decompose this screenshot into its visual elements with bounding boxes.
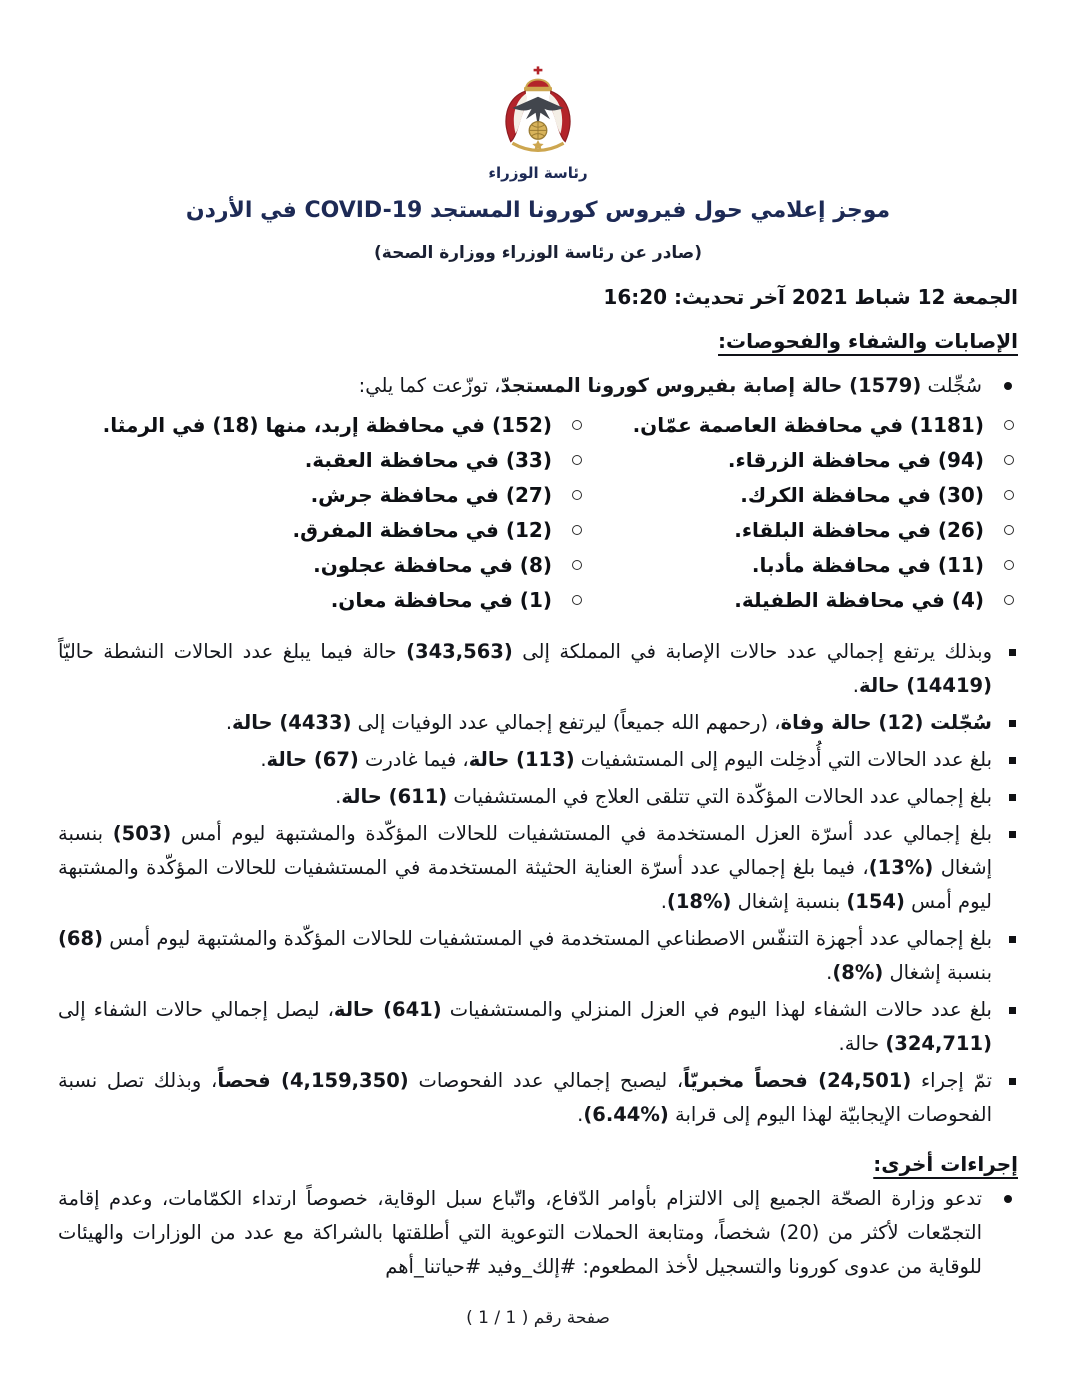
list-item <box>58 514 586 549</box>
stat-bullet-row <box>58 743 1018 777</box>
governorates-list <box>58 409 1018 619</box>
stat-text: بلغ إجمالي عدد أسرّة العزل المستخدمة في المستشفيات للحالات المؤكّدة والمشتبهة ليوم أمس (503) بنسبة إشغال (%13)، فيما بلغ إجمالي عدد أسرّة العناية الحثيثة المستخدمة في المستشفيات للحالات المؤكّدة والمشتبهة ليوم أمس (154) بنسبة إشغال (%18). <box>58 822 993 913</box>
gov-text: (12) في محافظة المفرق. <box>292 518 552 542</box>
dot-bullet-icon <box>1004 1195 1012 1203</box>
procedures-bullet-row <box>58 1182 1018 1284</box>
jordan-coat-of-arms-icon <box>490 66 586 158</box>
stat-bullet-row <box>58 1064 1018 1132</box>
circle-bullet-icon <box>572 490 582 500</box>
intro-bullet-row <box>58 369 1018 403</box>
stat-text: بلغ إجمالي عدد أجهزة التنفّس الاصطناعي المستخدمة في المستشفيات للحالات المؤكّدة والمشتبهة ليوم أمس (68) بنسبة إشغال (%8). <box>58 927 992 984</box>
stat-bullet-row <box>58 993 1018 1061</box>
date-line: الجمعة 12 شباط 2021 آخر تحديث: 16:20 <box>603 285 1018 309</box>
gov-text: (33) في محافظة العقبة. <box>304 448 552 472</box>
section-heading-cases: الإصابات والشفاء والفحوصات: <box>718 329 1018 353</box>
square-bullet-icon <box>1009 831 1016 838</box>
list-item <box>586 514 1018 549</box>
page-title: موجز إعلامي حول فيروس كورونا المستجد COVID-19 في الأردن <box>185 198 891 223</box>
list-item <box>586 479 1018 514</box>
square-bullet-icon <box>1009 936 1016 943</box>
gov-text: (1) في محافظة معان. <box>330 588 552 612</box>
governorates-column-left <box>58 409 586 619</box>
emblem-caption: رئاسة الوزراء <box>488 164 588 182</box>
circle-bullet-icon <box>1004 455 1014 465</box>
gov-text: (8) في محافظة عجلون. <box>313 553 552 577</box>
stat-text: وبذلك يرتفع إجمالي عدد حالات الإصابة في المملكة إلى (343,563) حالة فيما يبلغ عدد الحالات النشطة حاليّاً (14419) حالة. <box>58 640 992 697</box>
gov-text: (1181) في محافظة العاصمة عمّان. <box>632 413 984 437</box>
list-item <box>586 444 1018 479</box>
stat-bullet-row <box>58 780 1018 814</box>
square-bullet-icon <box>1009 649 1016 656</box>
stat-text: سُجّلت (12) حالة وفاة، (رحمهم الله جميعاً) ليرتفع إجمالي عدد الوفيات إلى (4433) حالة. <box>225 711 992 734</box>
gov-text: (30) في محافظة الكرك. <box>740 483 984 507</box>
circle-bullet-icon <box>572 560 582 570</box>
header-emblem-area <box>58 0 1018 182</box>
list-item <box>586 584 1018 619</box>
procedures-text: تدعو وزارة الصحّة الجميع إلى الالتزام بأوامر الدّفاع، واتّباع سبل الوقاية، خصوصاً ارتداء الكمّامات، وعدم إقامة التجمّعات لأكثر من (20) شخصاً، ومتابعة الحملات التوعوية التي أطلقتها بالشراكة مع عدد من الوزارات والهيئات للوقاية من عدوى كورونا والتسجيل لأخذ المطعوم: #إلك_وفيد #حياتنا_أهم <box>58 1187 982 1278</box>
governorates-column-right <box>586 409 1018 619</box>
circle-bullet-icon <box>572 595 582 605</box>
page-subtitle: (صادر عن رئاسة الوزراء ووزارة الصحة) <box>374 243 702 263</box>
page-footer: صفحة رقم ( 1 / 1 ) <box>466 1308 610 1328</box>
list-item <box>586 549 1018 584</box>
gov-text: (27) في محافظة جرش. <box>310 483 552 507</box>
circle-bullet-icon <box>572 420 582 430</box>
list-item <box>58 584 586 619</box>
stat-bullet-row <box>58 635 1018 703</box>
circle-bullet-icon <box>1004 525 1014 535</box>
stat-bullet-row <box>58 706 1018 740</box>
gov-text: (4) في محافظة الطفيلة. <box>734 588 984 612</box>
gov-text: (11) في محافظة مأدبا. <box>751 553 984 577</box>
gov-text: (94) في محافظة الزرقاء. <box>727 448 984 472</box>
square-bullet-icon <box>1009 794 1016 801</box>
square-bullet-icon <box>1009 720 1016 727</box>
gov-text: (26) في محافظة البلقاء. <box>734 518 984 542</box>
list-item <box>58 409 586 444</box>
dot-bullet-icon <box>1004 382 1012 390</box>
circle-bullet-icon <box>1004 560 1014 570</box>
stat-text: تمّ إجراء (24,501) فحصاً مخبريّاً، ليصبح إجمالي عدد الفحوصات (4,159,350) فحصاً، وبذلك تصل نسبة الفحوصات الإيجابيّة لهذا اليوم إلى قرابة (%6.44). <box>58 1069 993 1126</box>
square-bullet-icon <box>1009 757 1016 764</box>
gov-text: (152) في محافظة إربد، منها (18) في الرمثا. <box>102 413 552 437</box>
circle-bullet-icon <box>1004 490 1014 500</box>
list-item <box>58 479 586 514</box>
stat-text: بلغ عدد حالات الشفاء لهذا اليوم في العزل المنزلي والمستشفيات (641) حالة، ليصل إجمالي حالات الشفاء إلى (324,711) حالة. <box>58 998 992 1055</box>
circle-bullet-icon <box>572 455 582 465</box>
square-bullet-icon <box>1009 1007 1016 1014</box>
stat-text: بلغ عدد الحالات التي أُدخِلت اليوم إلى المستشفيات (113) حالة، فيما غادرت (67) حالة. <box>260 748 992 771</box>
circle-bullet-icon <box>572 525 582 535</box>
intro-text: سُجِّلت (1579) حالة إصابة بفيروس كورونا المستجدّ، توزّعت كما يلي: <box>358 374 982 397</box>
circle-bullet-icon <box>1004 420 1014 430</box>
section-heading-procedures: إجراءات أخرى: <box>873 1152 1018 1176</box>
statistics-list <box>58 635 1018 1132</box>
stat-bullet-row <box>58 922 1018 990</box>
list-item <box>586 409 1018 444</box>
circle-bullet-icon <box>1004 595 1014 605</box>
square-bullet-icon <box>1009 1078 1016 1085</box>
stat-bullet-row <box>58 817 1018 919</box>
list-item <box>58 444 586 479</box>
list-item <box>58 549 586 584</box>
stat-text: بلغ إجمالي عدد الحالات المؤكّدة التي تتلقى العلاج في المستشفيات (611) حالة. <box>335 785 992 808</box>
